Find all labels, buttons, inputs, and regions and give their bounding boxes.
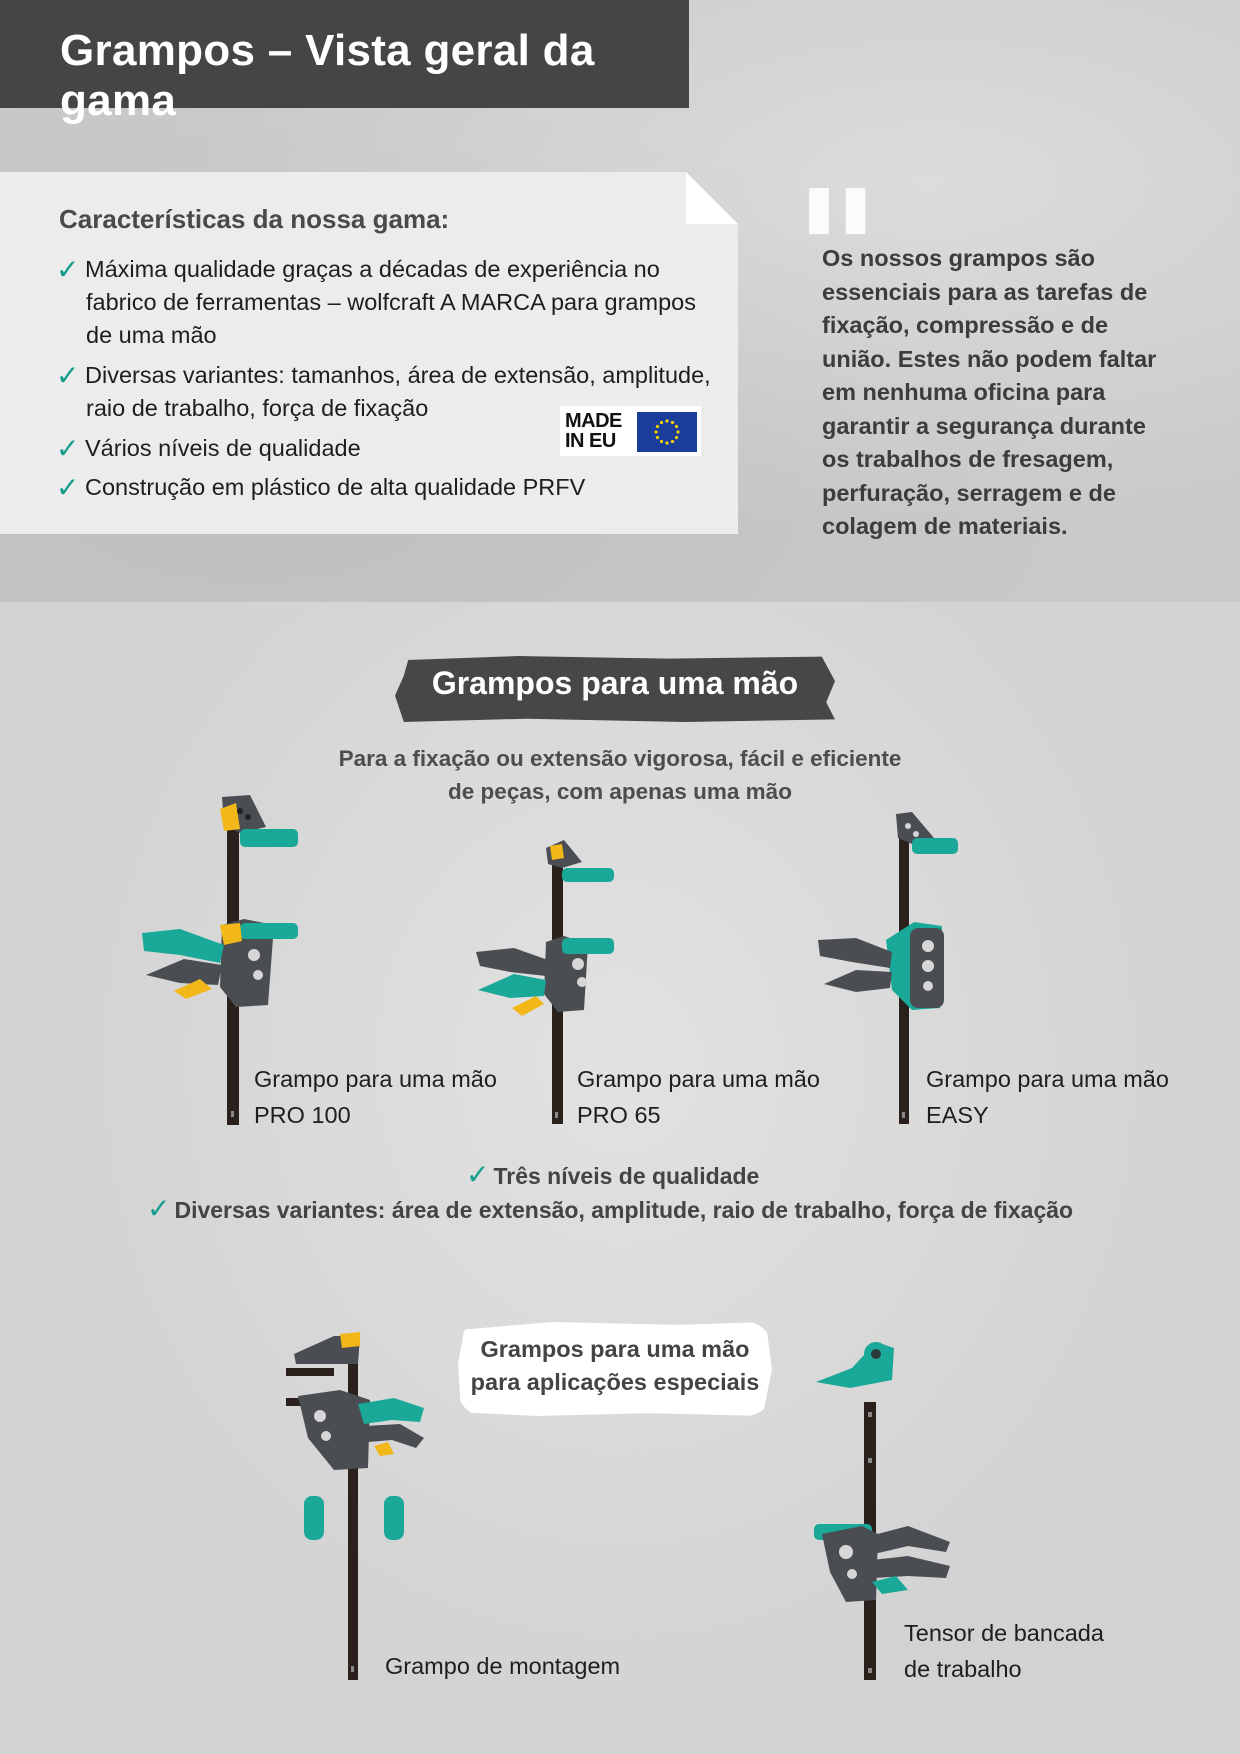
checkmark-icon: ✓ — [56, 433, 80, 464]
checkmark-icon: ✓ — [56, 472, 80, 503]
feature-item — [56, 471, 716, 504]
feature-line: de uma mão — [86, 322, 217, 348]
special-applications-title — [458, 1333, 772, 1399]
product-label-pro-100 — [254, 1061, 497, 1133]
features-heading: Características da nossa gama: — [59, 204, 450, 234]
product-label-easy — [926, 1061, 1169, 1133]
feature-line: fabrico de ferramentas – wolfcraft A MARCA para grampos — [86, 289, 696, 315]
page-title: Grampos – Vista geral da gama — [60, 26, 595, 125]
product-name: Grampo de montagem — [385, 1653, 621, 1679]
made-in-eu-text — [565, 411, 633, 451]
checkmark-icon: ✓ — [147, 1193, 171, 1224]
product-label-pro-65 — [577, 1061, 820, 1133]
section-title: Grampos para uma mão — [431, 665, 799, 701]
checkmark-icon: ✓ — [56, 254, 80, 285]
feature-line: Construção em plástico de alta qualidade PRFV — [85, 474, 586, 500]
badge-line: MADE — [565, 410, 622, 432]
badge-line: IN EU — [565, 430, 616, 452]
feature-line: Vários níveis de qualidade — [85, 435, 361, 461]
feature-line: Máxima qualidade graças a décadas de experiência no — [85, 256, 660, 282]
quote-mark-icon: " — [793, 153, 882, 353]
subtitle-line: de peças, com apenas uma mão — [448, 779, 792, 804]
checkmark-icon: ✓ — [466, 1159, 490, 1190]
checkmark-icon: ✓ — [56, 360, 80, 391]
section-check-text: Três níveis de qualidade — [493, 1163, 760, 1189]
feature-line: Diversas variantes: tamanhos, área de extensão, amplitude, — [85, 362, 711, 388]
section-check-item — [466, 1158, 759, 1193]
product-model: de trabalho — [904, 1656, 1022, 1682]
product-name: Grampo para uma mão — [254, 1066, 497, 1092]
product-name: Grampo para uma mão — [926, 1066, 1169, 1092]
product-model: PRO 100 — [254, 1102, 351, 1128]
quote-text: Os nossos grampos são essenciais para as tarefas de fixação, compressão e de união. Estes não podem faltar em nenhuma oficina para garantir a segurança durante os trabalhos de fresagem, perfuração, serragem e de colagem de materiais. — [822, 245, 1157, 539]
product-label-workbench-tensioner — [904, 1615, 1104, 1687]
feature-line: raio de trabalho, força de fixação — [86, 395, 429, 421]
section-subtitle — [270, 742, 970, 808]
title-bar — [0, 0, 689, 125]
product-label-assembly-clamp — [385, 1648, 620, 1684]
product-model: PRO 65 — [577, 1102, 661, 1128]
special-title-line: Grampos para uma mão — [480, 1336, 750, 1362]
special-title-line: para aplicações especiais — [470, 1369, 760, 1395]
subtitle-line: Para a fixação ou extensão vigorosa, fácil e eficiente — [338, 746, 902, 771]
section-check-item — [147, 1192, 1073, 1227]
feature-item — [56, 253, 716, 352]
assembly-clamp-image — [284, 1330, 430, 1682]
eu-flag-icon — [637, 412, 697, 452]
product-name: Grampo para uma mão — [577, 1066, 820, 1092]
section-check-text: Diversas variantes: área de extensão, amplitude, raio de trabalho, força de fixação — [174, 1197, 1074, 1223]
made-in-eu-badge — [560, 406, 701, 456]
product-model: EASY — [926, 1102, 989, 1128]
product-name: Tensor de bancada — [904, 1620, 1104, 1646]
